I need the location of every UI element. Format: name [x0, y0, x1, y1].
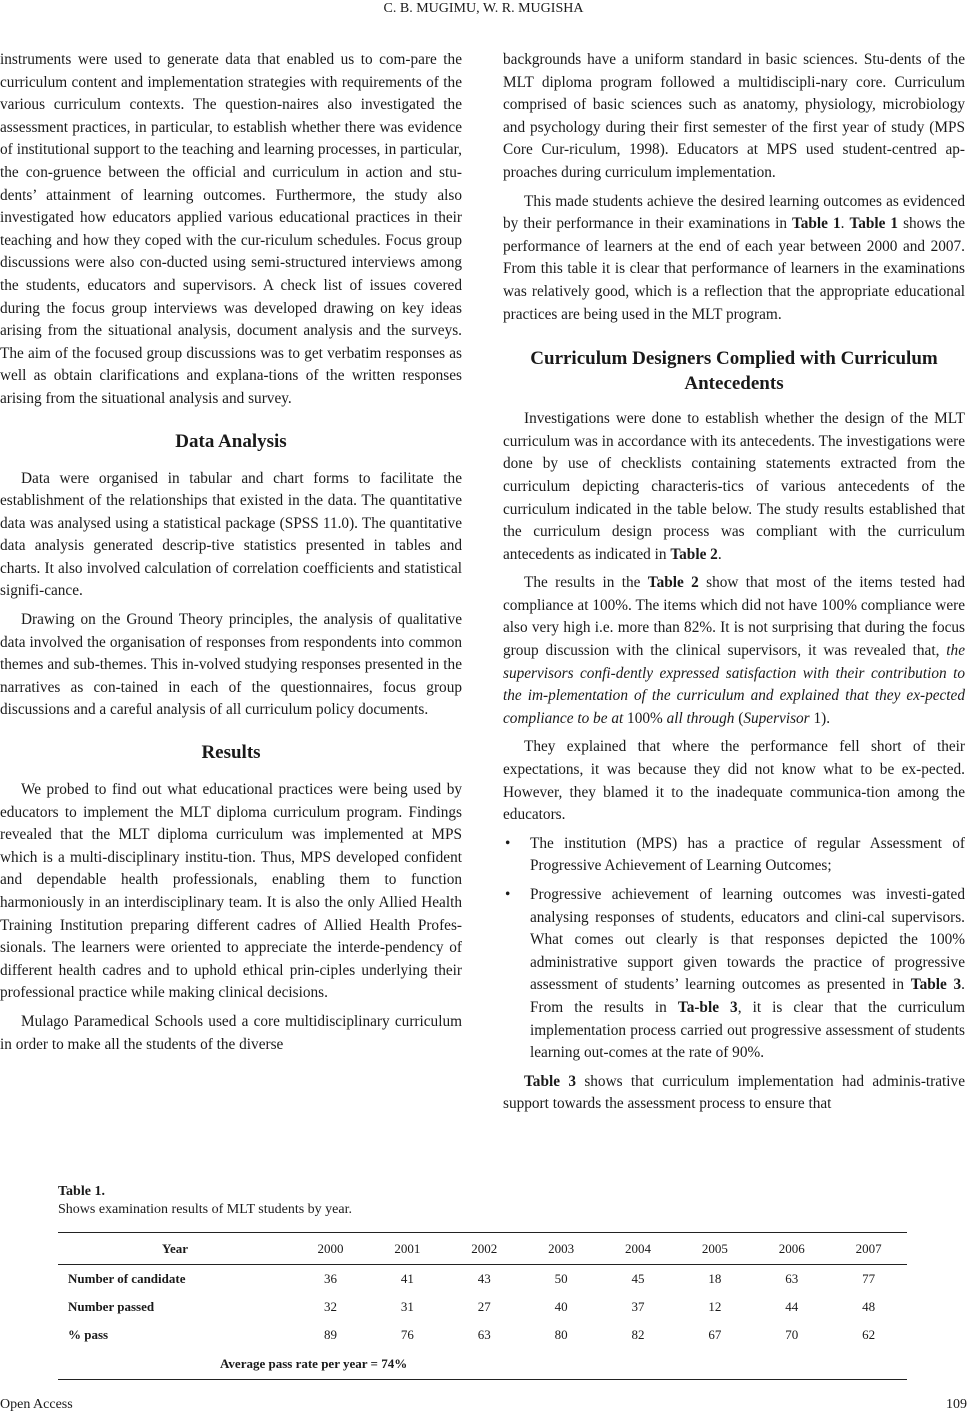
table-cell: 70: [785, 1327, 799, 1342]
paragraph: backgrounds have a uniform standard in basic sciences. Stu-dents of the MLT diploma program followed a multidiscipli-nary core. Curriculum comprised of basic sciences such as anatomy, physiology, microbiology and psychology during their first semester of the first year of study (MPS Core Cur-riculum, 1998). Educators at MPS used student-centred ap-proaches during curriculum implementation.: [503, 51, 965, 181]
paragraph: The results in the Table 2 show that most of the items tested had compliance at 100%. The items which did not have 100% compliance were also very high i.e. more than 82%. It is not surprising that during the focus group discussion with the clinical supervisors, it was revealed that, the supervisors confi-dently expressed satisfaction with their contribution to the im-plementation of the curriculum and explained that they ex-pected compliance to be at 100% all through (Supervisor 1).: [503, 574, 966, 727]
results-table: [58, 1232, 907, 1380]
table-cell: 31: [400, 1299, 414, 1314]
table-cell: 89: [323, 1327, 337, 1342]
table-cell: 76: [400, 1327, 414, 1342]
table-cell: 44: [785, 1299, 799, 1314]
paragraph: They explained that where the performance fell short of their expectations, it was because they did not know what to be ex-pected. However, they blamed it to the inadequate communica-tion among the educators.: [503, 738, 965, 824]
table-1: [58, 1183, 907, 1380]
table-header-cell: 2005: [701, 1240, 728, 1256]
table-cell: 50: [554, 1271, 568, 1286]
table-ref: Table 1: [791, 215, 841, 233]
table-ref: Table 3: [524, 1072, 576, 1090]
table-cell: 12: [708, 1299, 722, 1314]
running-header: C. B. MUGIMU, W. R. MUGISHA: [383, 1, 584, 16]
list-item: • Progressive achievement of learning outcomes was investi-gated analysing responses of students, educators and clini-cal supervisors. What comes out clearly is that responses depicted the 100% administrative support given towards the practice of progressive assessment of students’ learning outcomes as presented in Table 3. From the results in Ta-ble 3, it is clear that the curriculum implementation process carried out progressive assessment of students learning out-comes at the rate of 90%.: [505, 886, 965, 1062]
table-cell: Number of candidate: [68, 1271, 186, 1286]
table-cell: 77: [862, 1271, 876, 1286]
table-caption: Shows examination results of MLT students by year.: [58, 1202, 352, 1217]
table-ref: Table 1: [849, 215, 899, 233]
table-cell: 32: [323, 1299, 337, 1314]
table-cell: 63: [477, 1327, 491, 1342]
footer-open-access: Open Access: [0, 1397, 73, 1412]
table-cell: % pass: [68, 1327, 109, 1342]
table-header-cell: 2006: [778, 1240, 805, 1256]
table-header-cell: 2007: [855, 1240, 882, 1256]
table-cell: 48: [862, 1299, 876, 1314]
table-cell: 36: [323, 1271, 337, 1286]
table-header-row: [58, 1233, 907, 1265]
average-pass-rate: Average pass rate per year = 74%: [220, 1356, 408, 1371]
section-heading-data-analysis: Data Analysis: [175, 430, 287, 452]
section-heading-curriculum-designers: Curriculum Designers Complied with Curriculum Antecedents: [530, 348, 938, 395]
paragraph: Data were organised in tabular and chart forms to facilitate the establishment of the relationships that existed in the data. The quantitative data was analysed using a statistical package (SPSS 11.0). The quantitative data analysis generated descrip-tive statistics presented in tables and charts. It also involved calculation of correlation coefficients and statistical signifi-cance.: [0, 469, 462, 600]
table-header-cell: 2000: [317, 1240, 344, 1256]
left-column: [0, 49, 462, 1062]
table-label: Table 1.: [58, 1184, 105, 1199]
table-cell: 18: [708, 1271, 722, 1286]
table-cell: 27: [477, 1299, 491, 1314]
table-cell: 43: [477, 1271, 491, 1286]
bullet-icon: •: [505, 886, 511, 903]
table-cell: 45: [631, 1271, 645, 1286]
table-cell: 80: [554, 1327, 568, 1342]
table-header-cell: 2001: [394, 1240, 421, 1256]
page-number: 109: [946, 1397, 967, 1412]
paragraph: Table 3 shows that curriculum implementation had adminis-trative support towards the assessment process to ensure that: [503, 1072, 965, 1113]
table-header-cell: Year: [162, 1240, 188, 1256]
table-row: [58, 1293, 907, 1321]
table-cell: 41: [400, 1271, 414, 1286]
table-row: [58, 1265, 907, 1294]
paragraph: Mulago Paramedical Schools used a core multidisciplinary curriculum in order to make all the students of the diverse: [0, 1012, 462, 1053]
paragraph: Drawing on the Ground Theory principles, the analysis of qualitative data involved the organisation of responses from respondents into common themes and sub-themes. This in-volved studying responses presented in the narratives as con-tained in each of the questionnaires, focus group discussions and a careful analysis of all curriculum policy documents.: [0, 611, 462, 719]
section-heading-results: Results: [201, 742, 261, 764]
table-ref: Table 3: [910, 976, 962, 994]
table-cell: 82: [631, 1327, 645, 1342]
paragraph: We probed to find out what educational practices were being used by educators to implement the MLT diploma curriculum program. Findings revealed that the MLT diploma curriculum was implemented at MPS which is a multi-disciplinary institu-tion. Thus, MPS developed confident and dependable health professionals, enabling them to function harmoniously in an interdisciplinary team. It is also the only Allied Health Training Institution preparing different cadres of Allied Health Profes-sionals. The learners were oriented to appreciate the interde-pendency of different health cadres and to uphold ethical prin-ciples underlying their professional practice while making clinical decisions.: [0, 781, 462, 1002]
table-ref: Table 2: [647, 574, 699, 592]
table-cell: Number passed: [68, 1299, 155, 1314]
paragraph: This made students achieve the desired learning outcomes as evidenced by their performance in their examinations in Table 1. Table 1 shows the performance of learners at the end of each year between 2000 and 2007. From this table it is clear that performance of learners in the examinations was relatively good, which is a reflection that the appropriate educational practices are being used in the MLT program.: [503, 192, 966, 323]
table-ref: Ta-ble 3: [677, 998, 738, 1016]
table-cell: 37: [631, 1299, 645, 1314]
right-column: [503, 49, 965, 1122]
table-header-cell: 2004: [624, 1240, 651, 1256]
table-cell: 40: [554, 1299, 568, 1314]
table-header-cell: 2003: [548, 1240, 575, 1256]
paragraph: Investigations were done to establish whether the design of the MLT curriculum was in accordance with its antecedents. The investigations were done by use of checklists containing statements extracted from the curriculum depicting characteris-tics of various antecedents of the curriculum indicated in the table below. The study results established that the curriculum design process was compliant with the curriculum antecedents as indicated in Table 2.: [503, 410, 965, 563]
list-item: • The institution (MPS) has a practice of regular Assessment of Progressive Achievement of Learning Outcomes;: [505, 834, 965, 875]
table-cell: 62: [862, 1327, 876, 1342]
bullet-icon: •: [505, 834, 511, 852]
table-cell: 67: [708, 1327, 722, 1342]
paragraph: instruments were used to generate data that enabled us to com-pare the curriculum content and implementation strategies with requirements of the various curriculum contexts. The question-naires also investigated the assessment practices, in particular, to establish whether there was evidence of institutional support to the teaching and learning processes, in particular, the con-gruence between the official and curriculum in action and stu-dents’ attainment of learning outcomes. Furthermore, the study also investigated how educators applied various educational practices in their teaching and how they coped with the cur-riculum schedules. Focus group discussions were also con-ducted using semi-structured interviews among the students, educators and supervisors. A check list of issues covered during the focus group interviews was developed drawing on key ideas arising from the situational analysis, document analysis and the surveys. The aim of the focused group discussions was to get verbatim responses as well as obtain clarifications and explana-tions of the written responses arising from the situational analysis and survey.: [0, 51, 462, 407]
table-footer-row: [58, 1349, 907, 1380]
table-cell: 63: [785, 1271, 799, 1286]
bullet-list: [503, 833, 965, 1065]
table-ref: Table 2: [670, 545, 718, 563]
table-header-cell: 2002: [471, 1240, 498, 1256]
table-row: [58, 1321, 907, 1349]
